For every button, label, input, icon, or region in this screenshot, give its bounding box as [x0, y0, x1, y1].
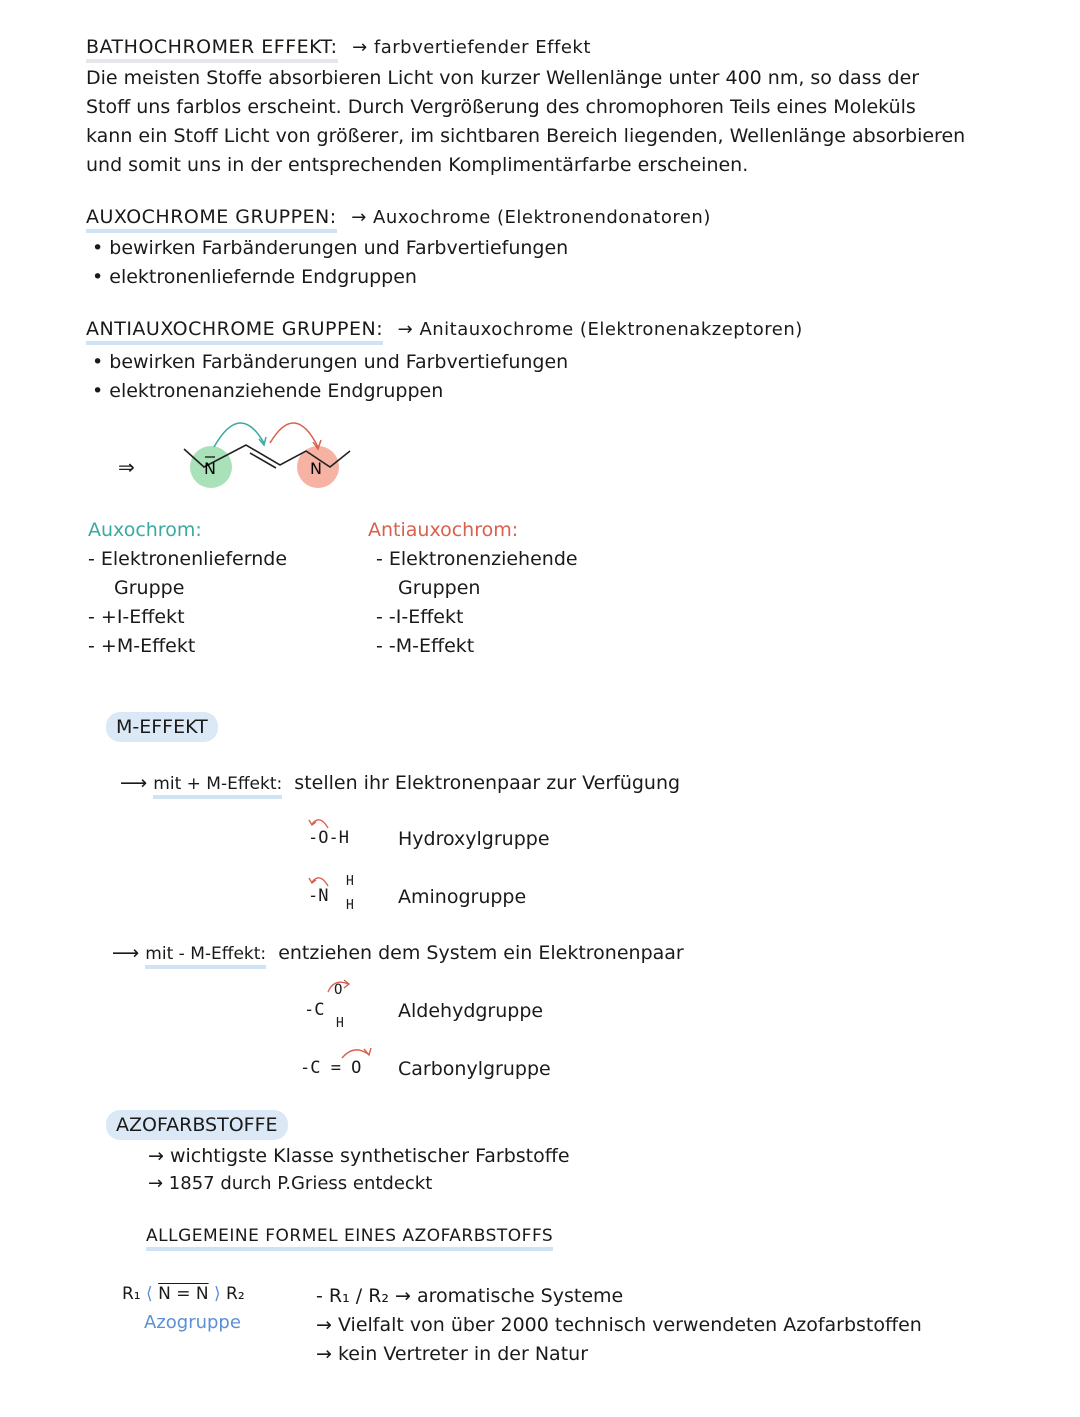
- aldehyde-o: O: [334, 982, 343, 998]
- curved-arrow-icon: [338, 1044, 374, 1062]
- amino-name: Aminogruppe: [398, 886, 527, 908]
- auxochrom-column: [88, 516, 287, 661]
- bracket-left: ⟨: [146, 1284, 153, 1304]
- bracket-right: ⟩: [214, 1284, 221, 1304]
- aldehyde-name: Aldehydgruppe: [398, 1000, 544, 1022]
- amino-h-top: H: [346, 874, 354, 889]
- list-item: - -M-Effekt: [376, 635, 475, 657]
- azo-points: [148, 1142, 570, 1198]
- acceptor-atom-label: N: [310, 459, 322, 478]
- azo-group-label: Azogruppe: [144, 1312, 241, 1333]
- plus-m-text: stellen ihr Elektronenpaar zur Verfügung: [294, 772, 681, 794]
- paragraph-line: kann ein Stoff Licht von größerer, im sichtbaren Bereich liegenden, Wellenlänge absorbieren: [86, 125, 966, 147]
- arrow-icon: ⟶: [120, 772, 148, 794]
- antiauxochrome-arrow-text: → Anitauxochrome (Elektronenakzeptoren): [397, 319, 803, 340]
- curved-arrow-icon: [324, 978, 354, 998]
- auxochrome-bullets: [92, 234, 568, 292]
- minus-m-text: entziehen dem System ein Elektronenpaar: [278, 942, 684, 964]
- list-item: Gruppe: [114, 577, 185, 599]
- bullet-dot: •: [92, 351, 104, 373]
- paragraph-line: und somit uns in der entsprechenden Komplimentärfarbe erscheinen.: [86, 154, 749, 176]
- list-item: • bewirken Farbänderungen und Farbvertiefungen: [92, 351, 569, 373]
- aldehyde-formula: -C: [304, 1000, 325, 1020]
- amino-h-bottom: H: [346, 898, 354, 913]
- list-item: - +I-Effekt: [88, 606, 185, 628]
- list-item: → kein Vertreter in der Natur: [316, 1343, 589, 1365]
- antiauxochrom-title: Antiauxochrom:: [368, 519, 519, 541]
- azo-formula: [122, 1284, 245, 1304]
- curved-arrow-icon: [306, 814, 336, 830]
- list-item: - R₁ / R₂ → aromatische Systeme: [316, 1285, 624, 1307]
- electron-shift-arrow: [214, 423, 264, 447]
- list-item: • elektronenanziehende Endgruppen: [92, 380, 444, 402]
- hydroxyl-name: Hydroxylgruppe: [398, 828, 550, 850]
- auxochrome-arrow-text: → Auxochrome (Elektronendonatoren): [351, 207, 711, 228]
- electron-shift-arrow: [270, 423, 318, 447]
- carbonyl-formula: -C = O: [300, 1058, 362, 1078]
- arrow-path: [342, 1050, 368, 1058]
- arrow-icon: ⟶: [112, 942, 140, 964]
- section-title-bathochrom: BATHOCHROMER EFFEKT: → farbvertiefender Effekt: [86, 36, 591, 58]
- push-pull-diagram: [170, 405, 370, 495]
- r1-label: R₁: [122, 1284, 141, 1304]
- aldehyde-h: H: [336, 1016, 344, 1031]
- donor-atom-label: N: [204, 459, 216, 478]
- list-item: Gruppen: [398, 577, 481, 599]
- list-item: → wichtigste Klasse synthetischer Farbstoffe: [148, 1145, 570, 1167]
- list-item: - -I-Effekt: [376, 606, 464, 628]
- plus-m-label: mit + M-Effekt:: [153, 774, 282, 799]
- bathochrom-arrow-text: → farbvertiefender Effekt: [352, 37, 591, 58]
- minus-m-effekt-row: [112, 942, 684, 964]
- list-item: • bewirken Farbänderungen und Farbvertiefungen: [92, 237, 569, 259]
- bullet-dot: •: [92, 380, 104, 402]
- list-item: - +M-Effekt: [88, 635, 196, 657]
- azo-formula-title: ALLGEMEINE FORMEL EINES AZOFARBSTOFFS: [146, 1226, 553, 1246]
- antiauxochrom-column: [368, 516, 578, 661]
- bathochrom-paragraph: [86, 64, 965, 180]
- bullet-dot: •: [92, 237, 104, 259]
- bullet-dot: •: [92, 266, 104, 288]
- list-item: - Elektronenziehende: [376, 548, 578, 570]
- list-item: - Elektronenliefernde: [88, 548, 288, 570]
- section-title-antiauxochrome: ANTIAUXOCHROME GRUPPEN: → Anitauxochrome (Elektronenakzeptoren): [86, 318, 803, 340]
- azo-notes: [316, 1282, 922, 1369]
- section-title-auxochrome: AUXOCHROME GRUPPEN: → Auxochrome (Elektronendonatoren): [86, 206, 711, 228]
- implies-symbol: ⇒: [118, 455, 135, 479]
- azo-core: N = N: [158, 1284, 209, 1304]
- plus-m-effekt-row: [120, 772, 680, 794]
- list-item: • elektronenliefernde Endgruppen: [92, 266, 417, 288]
- minus-m-label: mit - M-Effekt:: [145, 944, 266, 969]
- amino-formula: -N: [308, 886, 329, 906]
- azo-pill: AZOFARBSTOFFE: [106, 1110, 288, 1140]
- r2-label: R₂: [226, 1284, 245, 1304]
- antiauxochrome-bullets: [92, 348, 568, 406]
- curved-arrow-icon: [306, 872, 336, 888]
- m-effekt-pill: M-EFFEKT: [106, 712, 218, 742]
- carbonyl-name: Carbonylgruppe: [398, 1058, 551, 1080]
- auxochrom-title: Auxochrom:: [88, 519, 202, 541]
- hydroxyl-formula: -O-H: [308, 828, 349, 848]
- paragraph-line: Stoff uns farblos erscheint. Durch Vergrößerung des chromophoren Teils eines Moleküls: [86, 96, 916, 118]
- list-item: → 1857 durch P.Griess entdeckt: [148, 1173, 433, 1194]
- paragraph-line: Die meisten Stoffe absorbieren Licht von kurzer Wellenlänge unter 400 nm, so dass der: [86, 67, 920, 89]
- list-item: → Vielfalt von über 2000 technisch verwendeten Azofarbstoffen: [316, 1314, 922, 1336]
